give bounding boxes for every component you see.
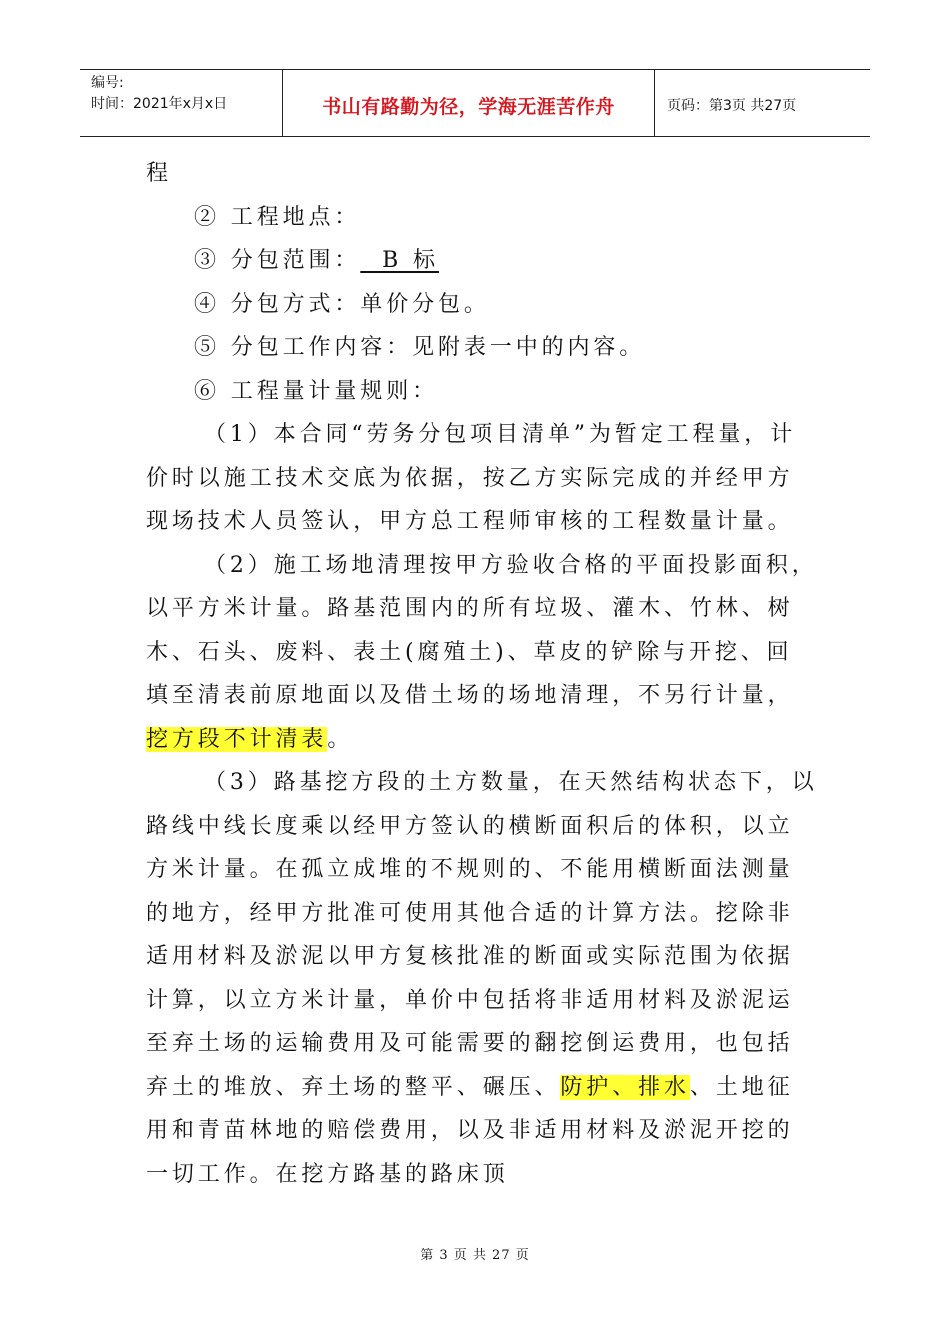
text-line: ⑥ 工程量计量规则： — [194, 378, 438, 404]
text-line: 至弃土场的运输费用及可能需要的翻挖倒运费用，也包括 — [146, 1031, 794, 1056]
text-line: ④ 分包方式：单价分包。 — [194, 291, 490, 317]
text-line: 程 — [146, 161, 172, 186]
text-fragment: 、土地征 — [689, 1074, 794, 1100]
text-fragment: 。 — [327, 726, 354, 752]
text-line: 用和青苗林地的赔偿费用，以及非适用材料及淤泥开挖的 — [146, 1118, 794, 1143]
text-line: （2）施工场地清理按甲方验收合格的平面投影面积， — [204, 552, 818, 578]
highlighted-text: 防护、排水 — [560, 1074, 690, 1100]
text-line: 一切工作。在挖方路基的路床顶 — [146, 1161, 509, 1187]
document-body — [146, 152, 818, 1196]
date-label: 时间：2021年x月x日 — [91, 96, 228, 112]
text-line: 方米计量。在孤立成堆的不规则的、不能用横断面法测量 — [146, 857, 794, 882]
code-label: 编号: — [91, 75, 124, 91]
text-fragment: 弃土的堆放、弃土场的整平、碾压、 — [146, 1074, 561, 1100]
text-line: ② 工程地点： — [194, 204, 361, 230]
text-line — [146, 239, 812, 283]
text-line — [146, 1066, 812, 1110]
scope-label: ③ 分包范围： — [194, 248, 361, 273]
text-line: 现场技术人员签认，甲方总工程师审核的工程数量计量。 — [146, 509, 794, 534]
text-line: 价时以施工技术交底为依据，按乙方实际完成的并经甲方 — [146, 465, 794, 491]
text-line: 木、石头、废料、表土(腐殖土)、草皮的铲除与开挖、回 — [146, 639, 793, 665]
text-line: 适用材料及淤泥以甲方复核批准的断面或实际范围为依据 — [146, 944, 794, 969]
text-line: 以平方米计量。路基范围内的所有垃圾、灌木、竹林、树 — [146, 596, 794, 621]
text-line — [146, 718, 812, 762]
header-meta — [80, 70, 283, 136]
text-line: （3）路基挖方段的土方数量，在天然结构状态下，以 — [204, 770, 818, 795]
page-footer: 第 3 页 共 27 页 — [420, 1248, 530, 1263]
page-header — [80, 69, 870, 137]
text-line: 路线中线长度乘以经甲方签认的横断面积后的体积，以立 — [146, 813, 794, 839]
header-page-info: 页码：第3页 共27页 — [667, 98, 797, 114]
text-line: 计算，以立方米计量，单价中包括将非适用材料及淤泥运 — [146, 987, 794, 1013]
scope-value: B 标 — [360, 248, 439, 273]
text-line: 填至清表前原地面以及借土场的场地清理，不另行计量， — [146, 683, 794, 708]
text-line: ⑤ 分包工作内容：见附表一中的内容。 — [194, 335, 646, 360]
header-motto: 书山有路勤为径，学海无涯苦作舟 — [283, 70, 655, 136]
highlighted-text: 挖方段不计清表 — [146, 726, 328, 752]
text-line: （1）本合同“劳务分包项目清单”为暂定工程量，计 — [204, 422, 797, 447]
text-line: 的地方，经甲方批准可使用其他合适的计算方法。挖除非 — [146, 900, 794, 926]
